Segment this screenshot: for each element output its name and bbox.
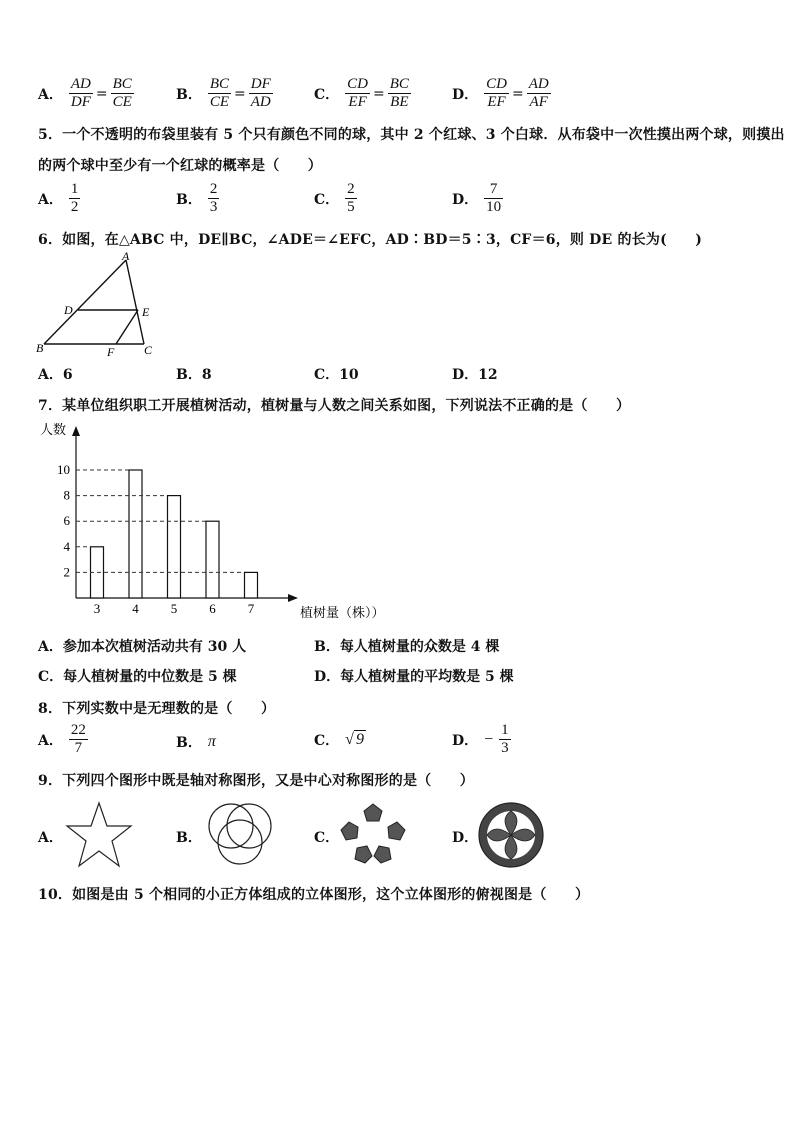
equals-sign: = [373, 85, 385, 102]
segment-ac [126, 260, 144, 344]
x-tick-label: 6 [209, 601, 216, 616]
denominator: BE [390, 94, 409, 110]
ratio-equation [69, 76, 134, 111]
denominator: 2 [70, 199, 79, 215]
question-4-option-b [176, 76, 273, 111]
bar-5 [168, 496, 181, 598]
numerator: AD [70, 76, 91, 92]
point-label-b: B [36, 341, 44, 355]
y-axis-arrow-icon [72, 426, 80, 436]
right-fraction [527, 76, 551, 111]
numerator: 1 [70, 181, 79, 197]
question-6-option-d: D．12 [452, 367, 498, 383]
x-tick-label: 5 [170, 601, 178, 616]
numerator: 7 [484, 181, 503, 199]
question-7-option-a: A．参加本次植树活动共有 30 人 [38, 639, 247, 655]
numerator: CD [486, 76, 507, 92]
denominator: 10 [486, 199, 502, 215]
ratio-equation [345, 76, 411, 111]
question-8-option-d: D． − $\frac{1}{3}$ [452, 722, 509, 756]
y-tick-label: 10 [57, 462, 70, 477]
numerator: DF [250, 76, 271, 92]
y-tick-label: 4 [63, 538, 70, 554]
numerator: BC [209, 76, 230, 92]
question-7-option-c: C．每人植树量的中位数是 5 棵 [38, 669, 237, 685]
ratio-equation [484, 76, 551, 111]
segment-ab [44, 260, 126, 344]
triangle-figure [34, 248, 164, 360]
y-tick-label: 8 [63, 487, 70, 503]
option-label: B． [176, 86, 202, 103]
denominator: CE [209, 94, 230, 110]
question-4-option-c [314, 76, 411, 111]
question-5-stem-line2: 的两个球中至少有一个红球的概率是（ ） [38, 158, 322, 174]
star-figure [64, 800, 134, 870]
question-9-label-b: B． [176, 830, 202, 846]
probability-fraction [208, 181, 220, 216]
numerator: BC [389, 76, 409, 92]
equals-sign: = [95, 85, 108, 102]
question-10-stem: 10．如图是由 5 个相同的小正方体组成的立体图形，这个立体图形的俯视图是（ ） [38, 887, 590, 903]
bar-7 [245, 572, 258, 598]
sqrt-symbol: √ 9 [345, 731, 364, 748]
right-fraction [388, 76, 411, 111]
option-label: C． [314, 86, 340, 103]
question-9-label-a: A． [38, 830, 63, 846]
equals-sign: = [511, 85, 524, 102]
denominator: DF [70, 94, 91, 110]
right-fraction [249, 76, 273, 111]
three-circles-figure [202, 800, 278, 870]
question-4-option-d [452, 76, 551, 111]
question-7-option-b: B．每人植树量的众数是 4 棵 [314, 639, 500, 655]
circle-petals-figure [476, 800, 546, 870]
question-5-option-d [452, 181, 503, 216]
question-9-label-c: C． [314, 830, 340, 846]
question-5-option-a [38, 181, 80, 216]
denominator: CE [112, 94, 132, 110]
x-axis-label: 植树量（株）） [300, 605, 385, 620]
question-6-stem: 6．如图，在△ABC 中，DE∥BC，∠ADE＝∠EFC，AD∶BD＝5∶3，CF＝6，则 DE 的长为( ) [38, 232, 703, 248]
x-tick-label: 4 [132, 601, 139, 616]
y-tick-label: 6 [63, 513, 70, 529]
question-6-option-a: A．6 [38, 367, 73, 383]
question-8-option-c: C． √ 9 [314, 731, 364, 749]
equals-sign: = [234, 85, 246, 102]
bar-6 [206, 521, 219, 598]
question-8-option-b: B． π [176, 733, 216, 751]
question-9-label-d: D． [452, 830, 479, 846]
denominator: EF [348, 94, 367, 110]
right-fraction [111, 76, 134, 111]
y-tick-label: 2 [63, 564, 70, 580]
left-fraction [484, 76, 509, 111]
point-label-f: F [107, 345, 115, 359]
bar-4 [129, 470, 142, 598]
denominator: 3 [209, 199, 218, 215]
denominator: AD [250, 94, 271, 110]
point-label-e: E [142, 305, 150, 319]
option-label: A． [38, 191, 63, 208]
point-label-a: A [122, 249, 130, 263]
question-7-stem: 7．某单位组织职工开展植树活动，植树量与人数之间关系如图，下列说法不正确的是（ ） [38, 398, 631, 414]
tree-planting-bar-chart [30, 418, 410, 628]
numerator: CD [347, 76, 368, 92]
x-tick-label: 7 [247, 601, 255, 616]
option-label: C． [314, 191, 340, 208]
x-tick-label: 3 [93, 601, 101, 616]
numerator: 2 [347, 181, 355, 197]
question-5-option-c [314, 181, 357, 216]
probability-fraction [345, 181, 357, 216]
denominator: AF [529, 94, 548, 110]
segment-ef [116, 310, 138, 344]
y-axis-label: 人数 [40, 422, 67, 437]
probability-fraction [484, 181, 503, 216]
numerator: BC [112, 76, 132, 92]
ratio-equation [208, 76, 273, 111]
question-8-option-a: A． $\frac{22}{7}$ [38, 722, 86, 756]
option-label: B． [176, 191, 202, 208]
denominator: EF [487, 94, 506, 110]
pentagons-figure [338, 800, 408, 866]
left-fraction [69, 76, 93, 111]
option-label: A． [38, 86, 63, 103]
point-label-c: C [144, 343, 153, 357]
probability-fraction [69, 181, 81, 216]
question-9-stem: 9．下列四个图形中既是轴对称图形，又是中心对称图形的是（ ） [38, 773, 474, 789]
option-label: D． [452, 191, 479, 208]
left-fraction [345, 76, 370, 111]
question-6-option-c: C．10 [314, 367, 359, 383]
question-8-stem: 8．下列实数中是无理数的是（ ） [38, 701, 276, 717]
question-4-option-a [38, 76, 134, 111]
numerator: 2 [209, 181, 218, 197]
question-5-option-b [176, 181, 219, 216]
question-5-stem-line1: 5．一个不透明的布袋里装有 5 个只有颜色不同的球，其中 2 个红球、3 个白球．从布袋中一次性摸出两个球，则摸出 [38, 127, 785, 143]
point-label-d: D [64, 303, 73, 317]
option-label: D． [452, 86, 479, 103]
numerator: AD [528, 76, 549, 92]
question-7-option-d: D．每人植树量的平均数是 5 棵 [314, 669, 514, 685]
left-fraction [208, 76, 231, 111]
x-axis-arrow-icon [288, 594, 298, 602]
denominator: 5 [347, 199, 355, 215]
question-6-option-b: B．8 [176, 367, 212, 383]
